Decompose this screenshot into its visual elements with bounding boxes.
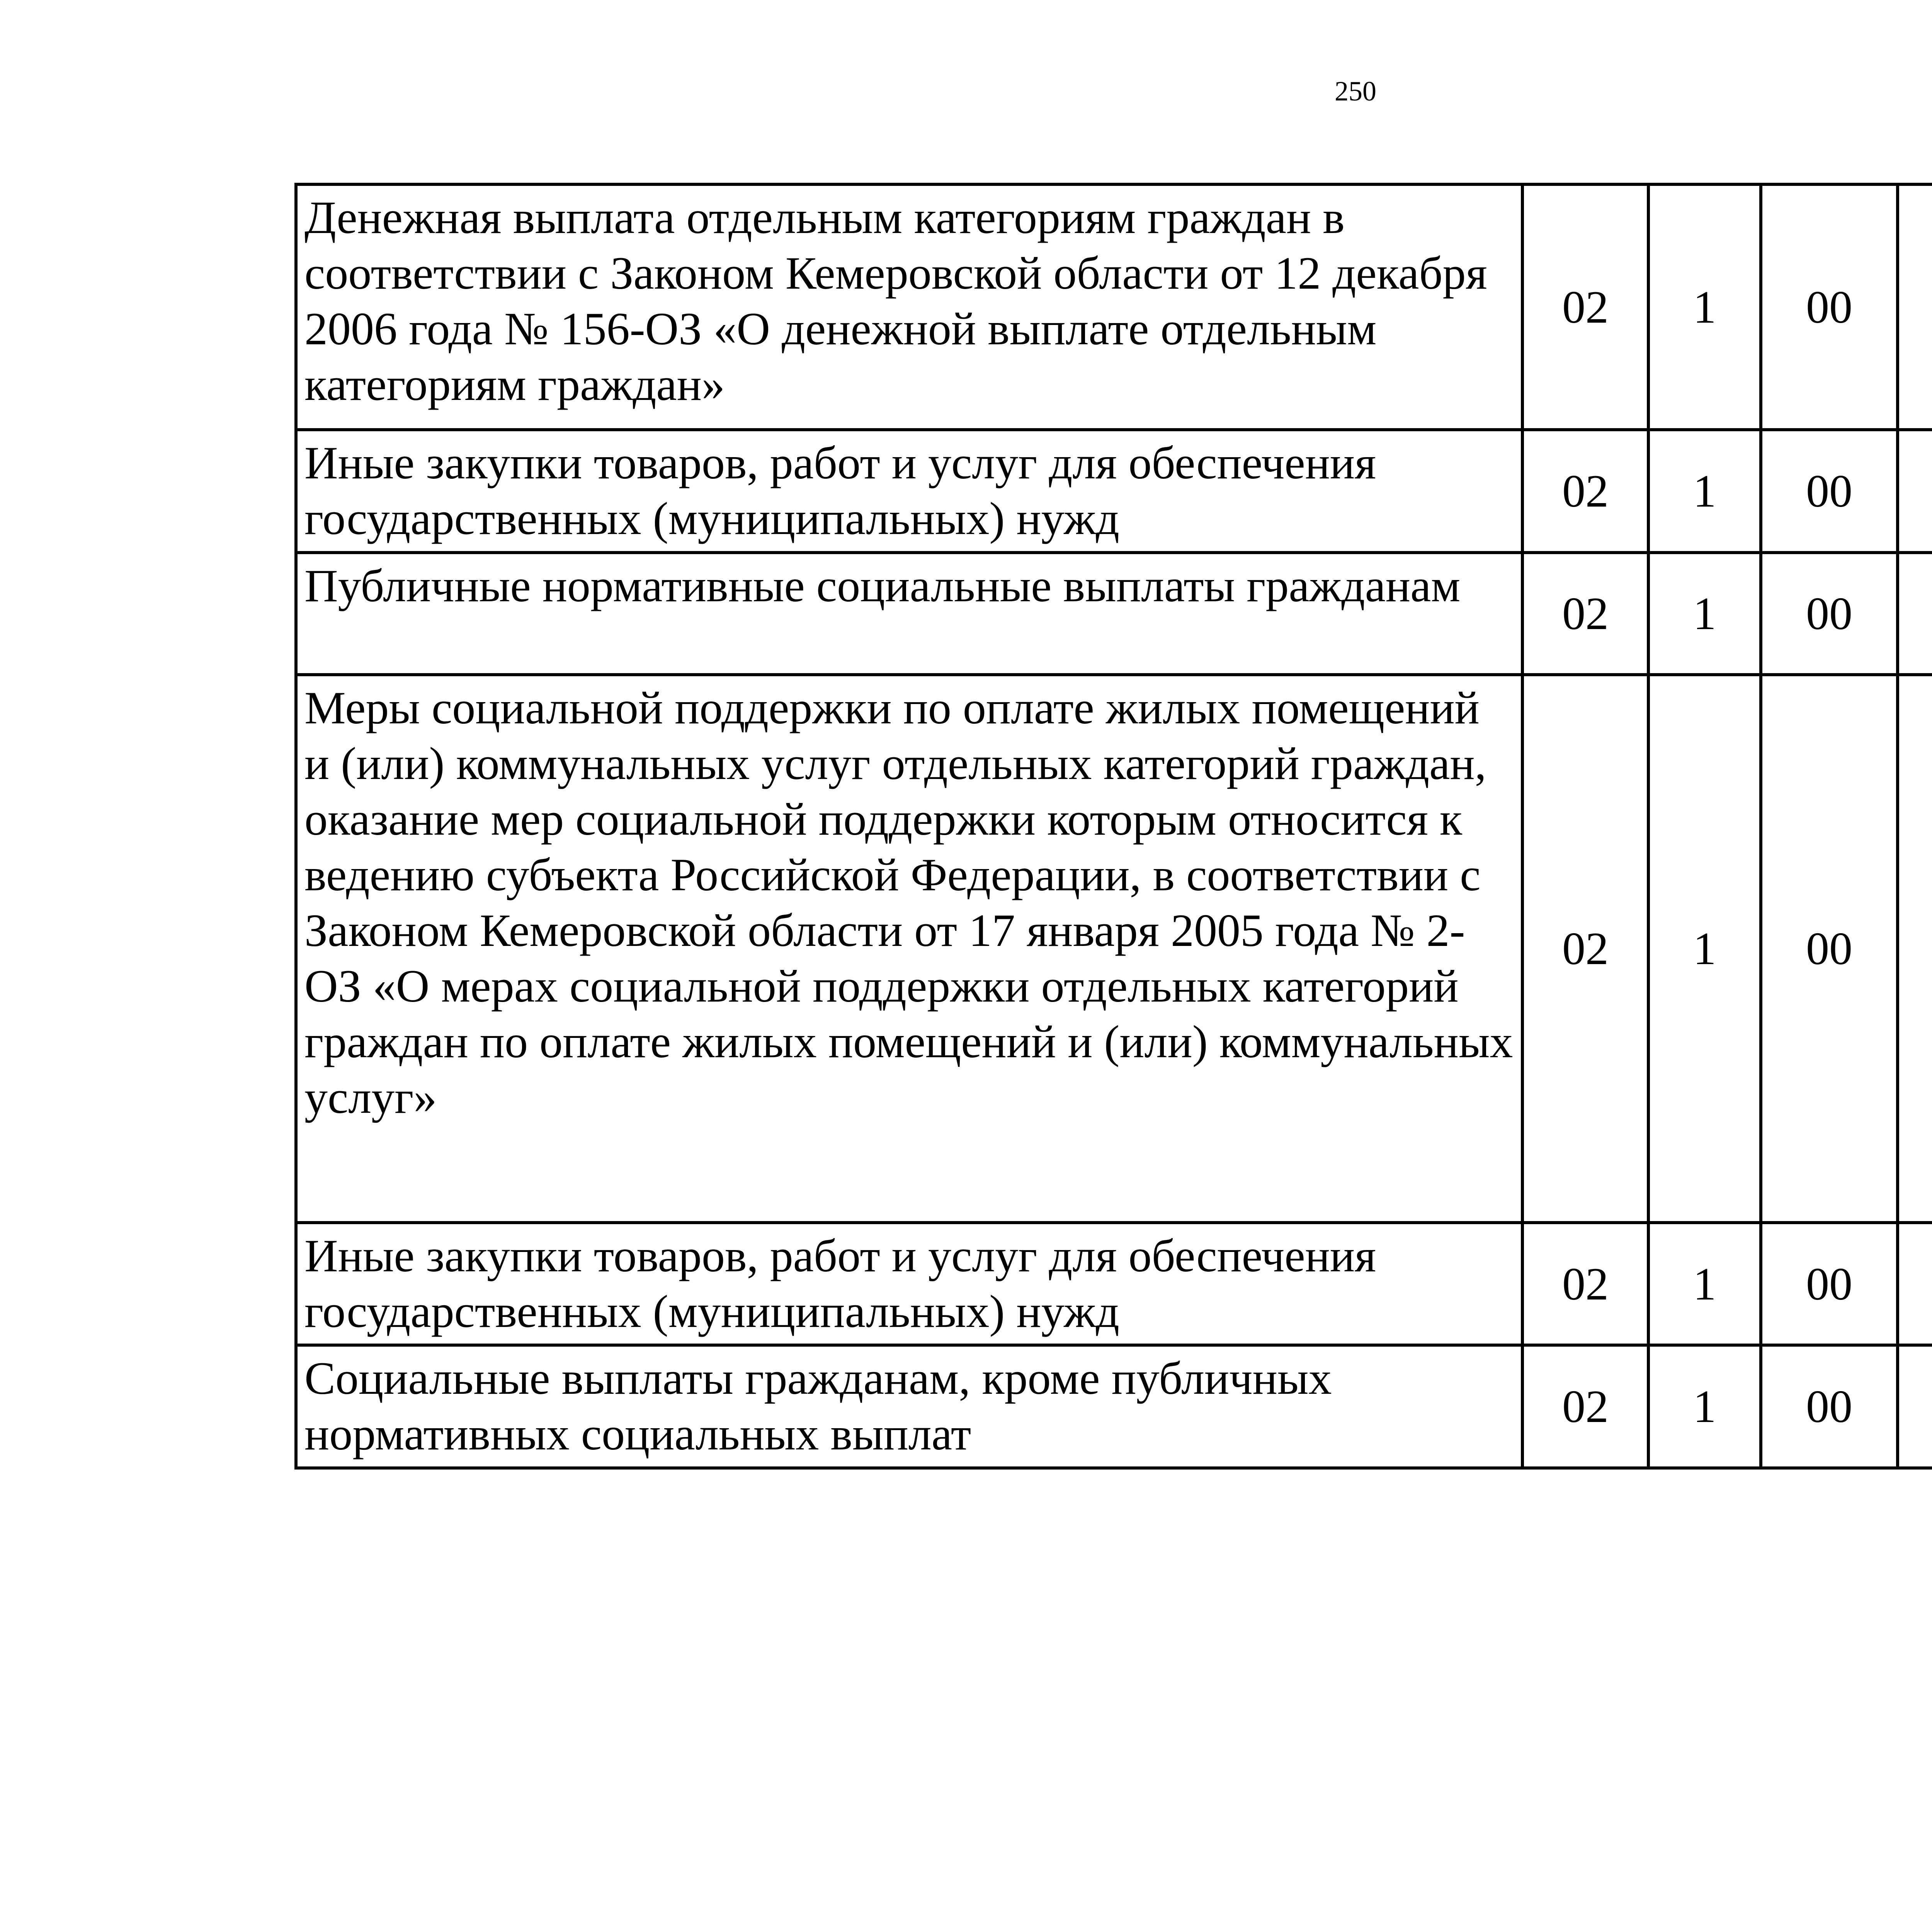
expense-name-cell: Публичные нормативные социальные выплаты гражданам <box>296 553 1522 675</box>
section-code-cell: 02 <box>1522 184 1648 430</box>
section-code-cell: 02 <box>1522 1223 1648 1345</box>
program-code-cell: 1 <box>1648 1223 1761 1345</box>
direction-code-cell <box>1898 184 1932 430</box>
section-code-cell: 02 <box>1522 553 1648 675</box>
program-code-cell: 1 <box>1648 184 1761 430</box>
subprogram-code-cell: 00 <box>1761 675 1898 1223</box>
program-code-cell: 1 <box>1648 553 1761 675</box>
table-row <box>296 1223 1932 1345</box>
expense-name-cell: Социальные выплаты гражданам, кроме публичных нормативных социальных выплат <box>296 1345 1522 1468</box>
subprogram-code-cell: 00 <box>1761 1223 1898 1345</box>
section-code-cell: 02 <box>1522 430 1648 553</box>
program-code-cell: 1 <box>1648 1345 1761 1468</box>
direction-code-cell <box>1898 1223 1932 1345</box>
subprogram-code-cell: 00 <box>1761 1345 1898 1468</box>
section-code-cell: 02 <box>1522 1345 1648 1468</box>
table-row <box>296 184 1932 430</box>
table-row <box>296 430 1932 553</box>
subprogram-code-cell: 00 <box>1761 430 1898 553</box>
expense-name-cell: Меры социальной поддержки по оплате жилых помещений и (или) коммунальных услуг отдельных категорий граждан, оказание мер социальной поддержки которым относится к ведению субъекта Российской Федерации, в соответствии с Законом Кемеровской области от 17 января 2005 года № 2-ОЗ «О мерах социальной поддержки отдельных категорий граждан по оплате жилых помещений и (или) коммунальных услуг» <box>296 675 1522 1223</box>
table-row <box>296 553 1932 675</box>
table-row <box>296 675 1932 1223</box>
page-number: 250 <box>1335 76 1376 107</box>
direction-code-cell <box>1898 430 1932 553</box>
expense-name-cell: Денежная выплата отдельным категориям граждан в соответствии с Законом Кемеровской области от 12 декабря 2006 года № 156-ОЗ «О денежной выплате отдельным категориям граждан» <box>296 184 1522 430</box>
table-row <box>296 1345 1932 1468</box>
section-code-cell: 02 <box>1522 675 1648 1223</box>
direction-code-cell <box>1898 675 1932 1223</box>
program-code-cell: 1 <box>1648 675 1761 1223</box>
program-code-cell: 1 <box>1648 430 1761 553</box>
direction-code-cell <box>1898 1345 1932 1468</box>
expense-name-cell: Иные закупки товаров, работ и услуг для обеспечения государственных (муниципальных) нужд <box>296 1223 1522 1345</box>
subprogram-code-cell: 00 <box>1761 184 1898 430</box>
expense-name-cell: Иные закупки товаров, работ и услуг для обеспечения государственных (муниципальных) нужд <box>296 430 1522 553</box>
subprogram-code-cell: 00 <box>1761 553 1898 675</box>
budget-table <box>294 183 1932 1470</box>
direction-code-cell <box>1898 553 1932 675</box>
